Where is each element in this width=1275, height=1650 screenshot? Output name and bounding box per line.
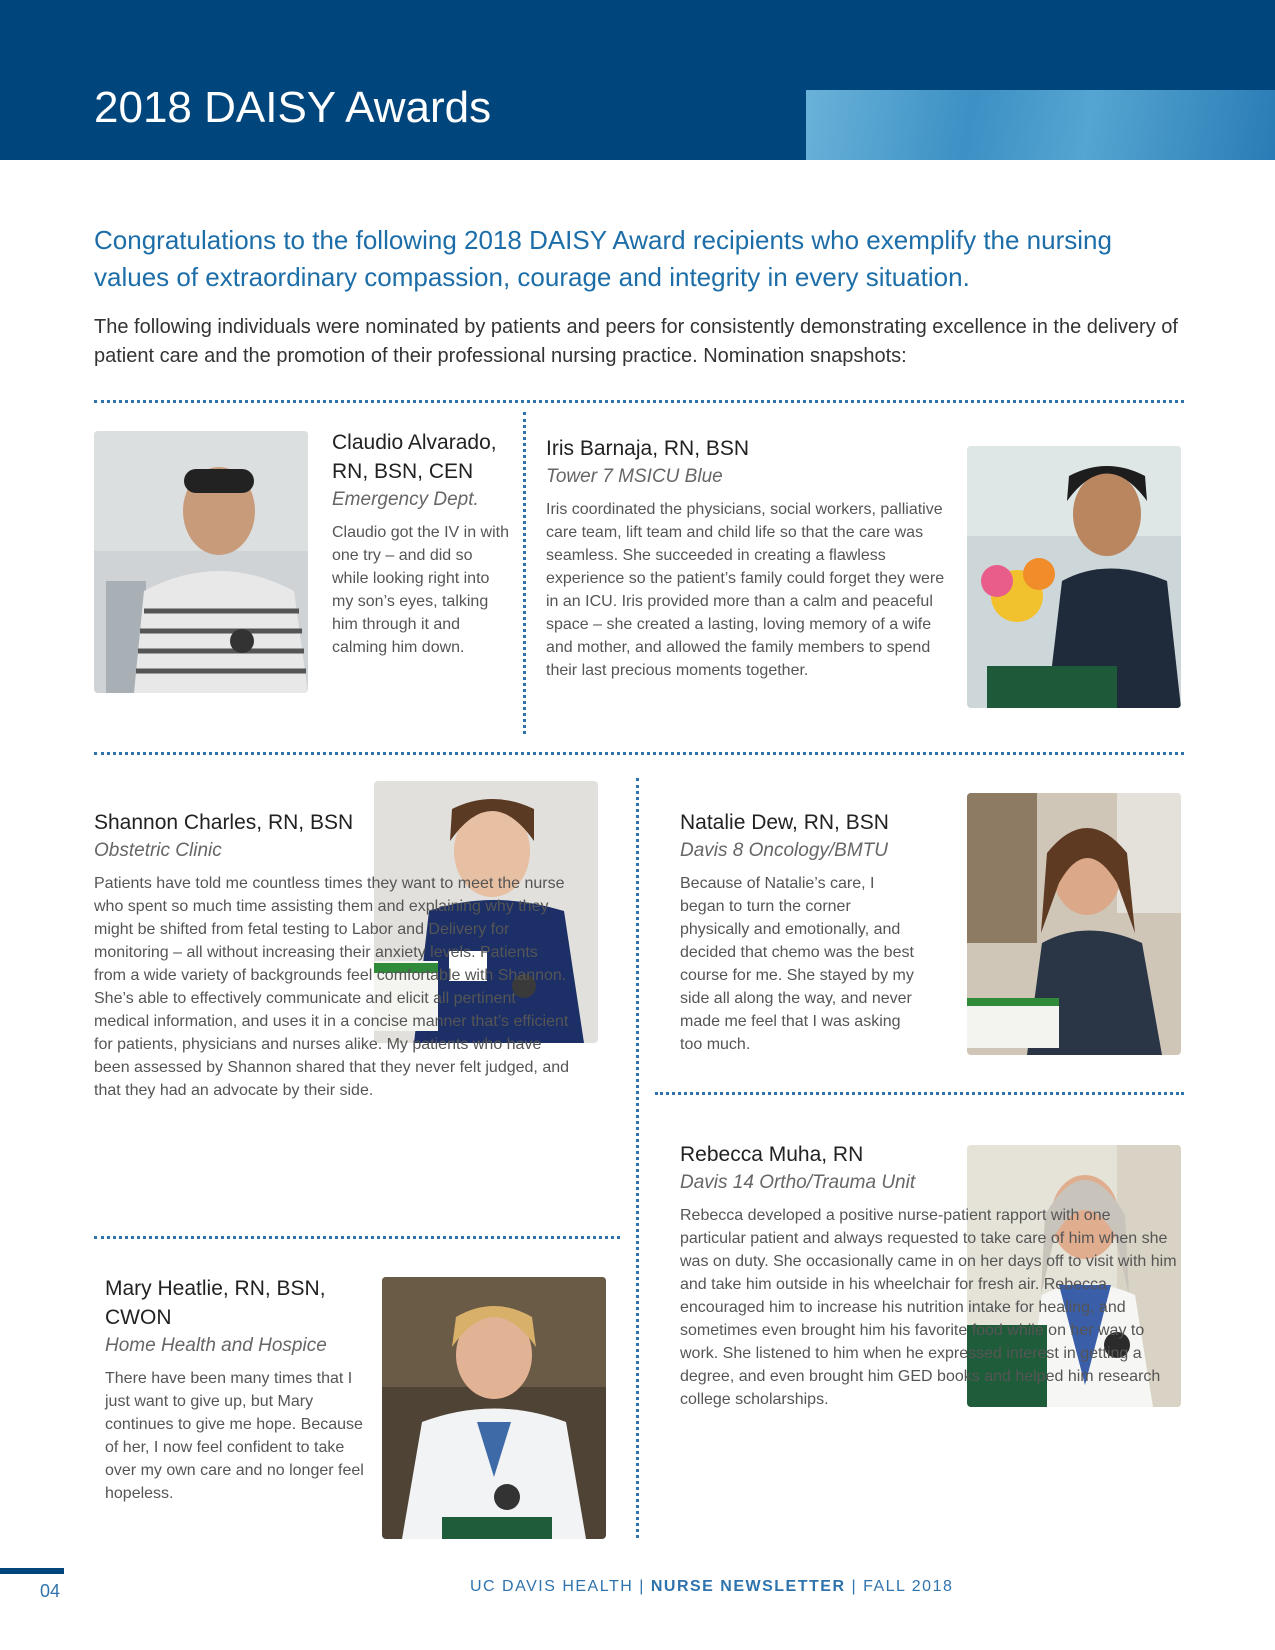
nominee-iris	[546, 434, 946, 682]
footer-org: UC DAVIS HEALTH	[470, 1578, 634, 1595]
nominee-unit: Emergency Dept.	[332, 489, 479, 510]
nominee-unit: Home Health and Hospice	[105, 1335, 327, 1356]
nominee-quote: There have been many times that I just want to give up, but Mary continues to give me hope. Because of her, I now feel confident to take over my own care and no longer feel hopeless.	[105, 1370, 364, 1502]
footer-separator: |	[639, 1578, 645, 1595]
footer-accent-bar	[0, 1568, 64, 1574]
nominee-unit: Davis 14 Ortho/Trauma Unit	[680, 1172, 916, 1193]
footer-separator: |	[851, 1578, 858, 1595]
page-number: 04	[40, 1581, 61, 1601]
photo-mary	[382, 1277, 606, 1539]
footer-masthead	[470, 1578, 953, 1596]
nominee-quote: Claudio got the IV in with one try – and did so while looking right into my son’s eyes, talking him through it and calming him down.	[332, 524, 509, 656]
nominee-unit: Tower 7 MSICU Blue	[546, 466, 723, 487]
nominee-shannon	[94, 808, 570, 1102]
nominee-quote: Patients have told me countless times they want to meet the nurse who spent so much time assisting them and explaining why they might be shifted from fetal testing to Labor and Delivery for monitoring – all without increasing their anxiety levels. Patients from a wide variety of backgrounds feel comfortable with Shannon. She’s able to effectively communicate and elicit all pertinent medical information, and uses it in a concise manner that’s efficient for patients, physicians and nurses alike. My patients who have been assessed by Shannon shared that they never felt judged, and that they had an advocate by their side.	[94, 875, 570, 1099]
divider-top	[94, 400, 1184, 403]
header-watercolor-texture	[806, 90, 1275, 160]
nominee-name: Iris Barnaja, RN, BSN	[546, 437, 750, 460]
divider-left-lower	[94, 1236, 620, 1239]
nominee-quote: Rebecca developed a positive nurse-patient rapport with one particular patient and always requested to take care of him when she was on duty. She occasionally came in on her days off to visit with him and take him outside in his wheelchair for fresh air. Rebecca encouraged him to increase his nutrition intake for healing, and sometimes even brought him his favorite food while on her way to work. She listened to him when he expressed interest in getting a degree, and even brought him GED books and helped him research college scholarships.	[680, 1207, 1177, 1408]
divider-vertical-1	[523, 412, 526, 734]
divider-right-mid	[655, 1092, 1184, 1095]
nominee-name: Mary Heatlie, RN, BSN, CWON	[105, 1277, 326, 1329]
photo-iris	[967, 446, 1181, 708]
photo-natalie	[967, 793, 1181, 1055]
footer-issue: FALL 2018	[863, 1578, 954, 1595]
nominee-name: Natalie Dew, RN, BSN	[680, 811, 889, 834]
photo-claudio	[94, 431, 308, 693]
divider-vertical-2	[636, 778, 639, 1538]
nominee-name: Claudio Alvarado, RN, BSN, CEN	[332, 431, 497, 483]
nominee-unit: Obstetric Clinic	[94, 840, 222, 861]
nominee-rebecca	[680, 1140, 1177, 1411]
header-banner	[0, 0, 1275, 160]
nominee-mary	[105, 1274, 365, 1505]
divider-middle	[94, 752, 1184, 755]
page-title: 2018 DAISY Awards	[94, 83, 492, 132]
footer-publication: NURSE NEWSLETTER	[650, 1578, 846, 1595]
nominee-quote: Iris coordinated the physicians, social workers, palliative care team, lift team and child life so that the care was seamless. She succeeded in creating a flawless experience so the patient’s family could forget they were in an ICU. Iris provided more than a calm and peaceful space – she created a lasting, loving memory of a wife and mother, and allowed the family members to spend their last precious moments together.	[546, 501, 945, 679]
nominee-natalie	[680, 808, 920, 1056]
nominee-claudio	[332, 428, 512, 659]
nominee-name: Shannon Charles, RN, BSN	[94, 811, 354, 834]
nominee-unit: Davis 8 Oncology/BMTU	[680, 840, 889, 861]
nominee-name: Rebecca Muha, RN	[680, 1143, 864, 1166]
intro-body: The following individuals were nominated by patients and peers for consistently demonstrating excellence in the delivery of patient care and the promotion of their professional nursing practice. Nomination snapshots:	[94, 316, 1178, 367]
intro-lead: Congratulations to the following 2018 DAISY Award recipients who exemplify the nursing values of extraordinary compassion, courage and integrity in every situation.	[94, 225, 1112, 292]
nominee-quote: Because of Natalie’s care, I began to turn the corner physically and emotionally, and decided that chemo was the best course for me. She stayed by my side all along the way, and never made me feel that I was asking too much.	[680, 875, 914, 1053]
